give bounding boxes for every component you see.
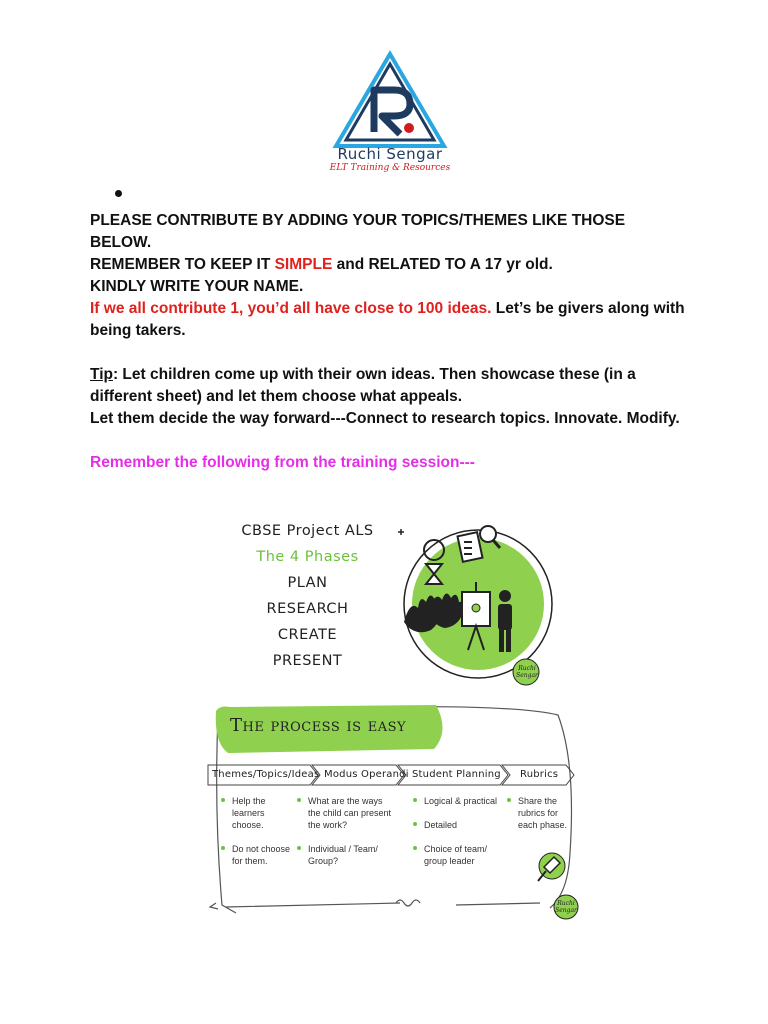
figure1-title: CBSE Project ALS — [241, 523, 374, 539]
process-title: The process is easy — [230, 715, 407, 736]
list-item: Logical & practical — [412, 795, 498, 807]
phase-research: RESEARCH — [266, 601, 349, 617]
stage-modus: Modus Operandi — [324, 769, 409, 780]
figure1-stamp-line1: Ruchi — [518, 665, 536, 672]
list-item: Help the learners choose. — [220, 795, 292, 831]
simple-line — [90, 254, 690, 276]
simple-word: SIMPLE — [274, 256, 333, 273]
figure1-stamp-line2: Sengar — [516, 672, 538, 679]
logo-brand-name: Ruchi Sengar — [337, 145, 443, 163]
givers-text: Let’s be givers along with being takers. — [90, 300, 685, 339]
phase-present: PRESENT — [272, 653, 343, 669]
column-rubrics — [506, 795, 570, 843]
list-item: Individual / Team/ Group? — [296, 843, 396, 867]
column-planning — [412, 795, 498, 879]
stage-themes: Themes/Topics/Ideas — [212, 769, 320, 780]
phases-list — [220, 518, 395, 674]
stage-planning: Student Planning — [412, 769, 501, 780]
logo-mark-icon — [330, 50, 450, 150]
phase-plan: PLAN — [287, 575, 328, 591]
empty-bullet — [115, 190, 122, 197]
tip-label: Tip — [90, 366, 113, 383]
list-item: What are the ways the child can present the work? — [296, 795, 396, 831]
figure2-stamp — [552, 900, 580, 914]
figure1-subtitle: The 4 Phases — [256, 549, 359, 565]
tip-text: : Let children come up with their own ideas. Then showcase these (in a different sheet) and let them choose what appeals. — [90, 366, 636, 405]
phases-illustration-icon — [390, 512, 570, 687]
contribute-ideas-line — [90, 298, 690, 342]
phases-figure — [220, 512, 570, 687]
column-themes — [220, 795, 292, 879]
figure2-stamp-line1: Ruchi — [557, 900, 575, 907]
simple-line-c: and RELATED TO A 17 yr old. — [332, 256, 553, 273]
list-item: Choice of team/ group leader — [412, 843, 498, 867]
figure2-stamp-line2: Sengar — [555, 907, 577, 914]
instruction-text — [90, 210, 690, 474]
ruchi-sengar-logo — [330, 50, 450, 180]
phase-create: CREATE — [277, 627, 338, 643]
figure1-stamp — [513, 665, 541, 679]
simple-line-a: REMEMBER TO KEEP IT — [90, 256, 275, 273]
list-item: Share the rubrics for each phase. — [506, 795, 570, 831]
process-figure — [200, 703, 580, 923]
column-modus — [296, 795, 396, 879]
contribute-line: PLEASE CONTRIBUTE BY ADDING YOUR TOPICS/THEMES LIKE THOSE BELOW. — [90, 212, 626, 251]
stage-rubrics: Rubrics — [520, 769, 559, 780]
list-item: Detailed — [412, 819, 498, 831]
list-item: Do not choose for them. — [220, 843, 292, 867]
ideas-red-text: If we all contribute 1, you’d all have close to 100 ideas. — [90, 300, 492, 317]
tip-line — [90, 364, 690, 408]
logo-tagline: ELT Training & Resources — [329, 163, 451, 173]
remember-line: Remember the following from the training session--- — [90, 454, 475, 471]
write-name-line: KINDLY WRITE YOUR NAME. — [90, 278, 304, 295]
way-forward-line: Let them decide the way forward---Connect to research topics. Innovate. Modify. — [90, 410, 680, 427]
